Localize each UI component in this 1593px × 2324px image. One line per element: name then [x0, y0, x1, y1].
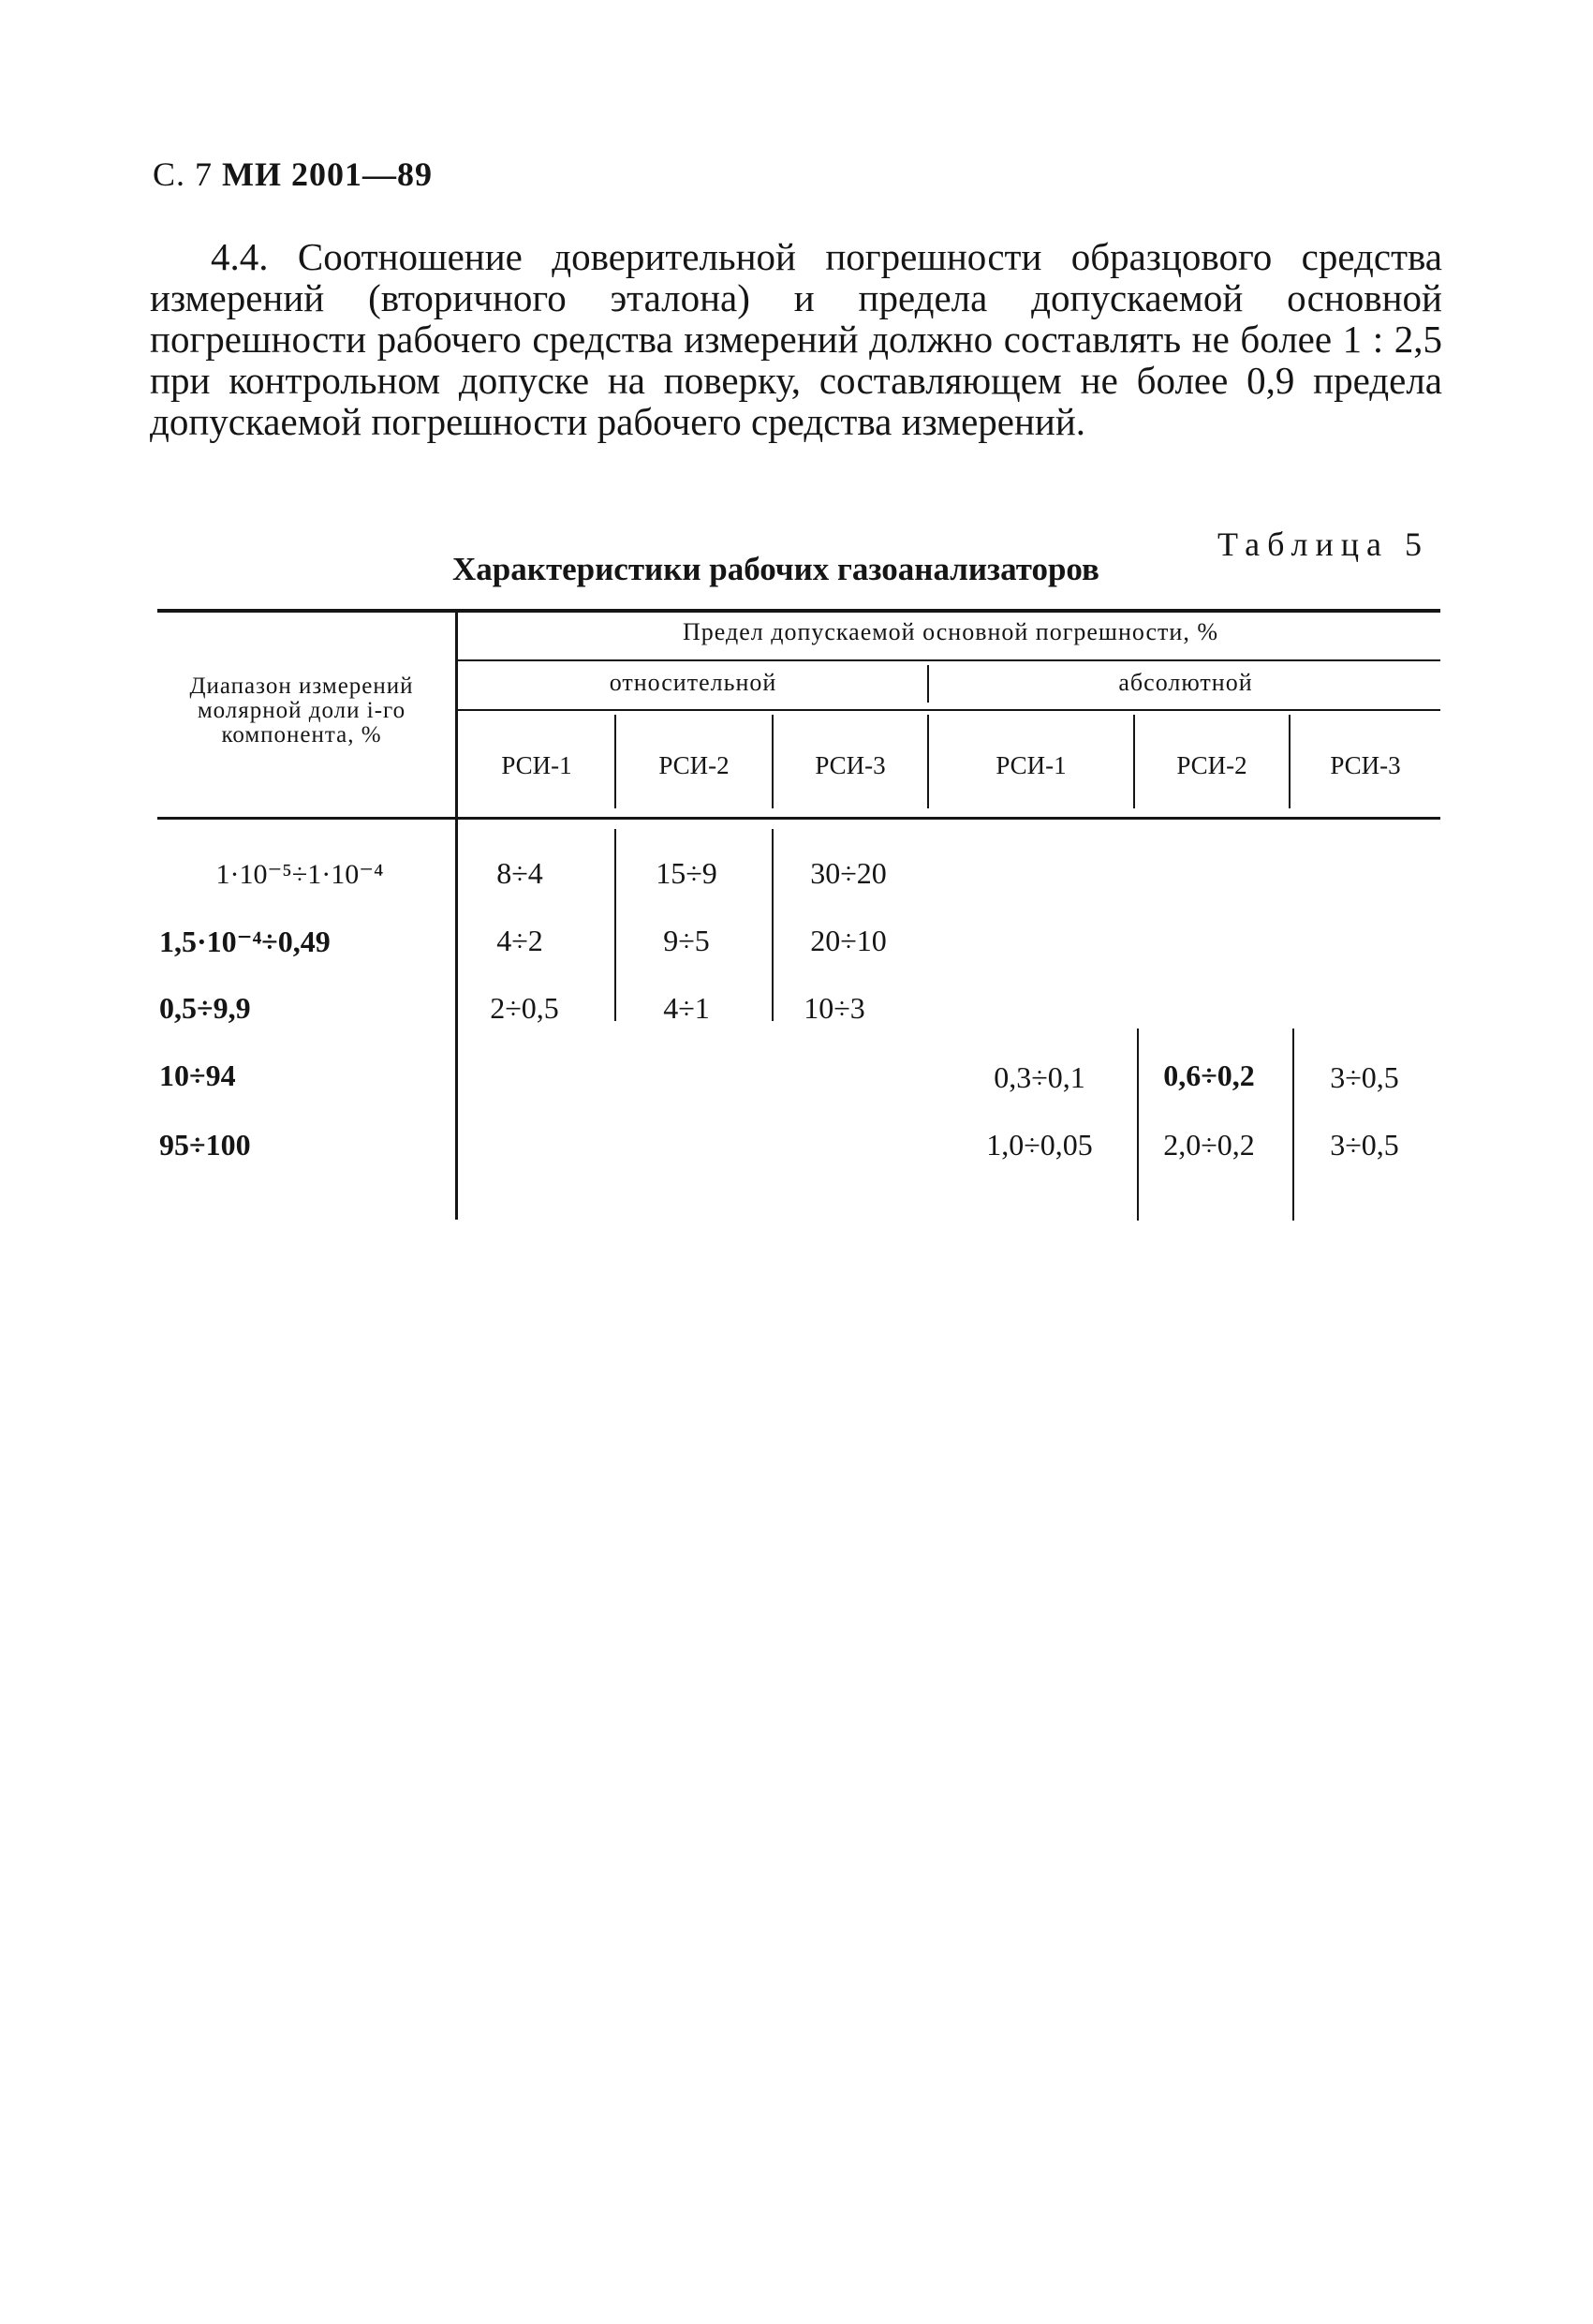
paragraph-4-4	[150, 236, 1442, 442]
table-row-4-abs-rsi-3: 3÷0,5	[1330, 1060, 1399, 1094]
table-row-2-range: 1,5·10⁻⁴÷0,49	[159, 925, 331, 958]
table-row-4-abs-rsi-2: 0,6÷0,2	[1163, 1058, 1255, 1092]
header-group-divider	[927, 665, 929, 703]
range-column-divider	[455, 613, 458, 1220]
table-row-2-rel-rsi-3: 20÷10	[810, 924, 887, 957]
paragraph-text: 4.4. Соотношение доверительной погрешности образцового средства измерений (вторичного эталона) и предела допускаемой основной погрешности рабочего средства измерений должно составлять не более 1 : 2,5 при контрольном допуске на поверку, составляющем не более 0,9 предела допускаемой погрешности рабочего средства измерений.	[150, 235, 1442, 443]
col-header-abs-rsi-1: РСИ-1	[996, 751, 1067, 779]
table-row-3-rel-rsi-2: 4÷1	[663, 991, 710, 1025]
table-row-2-rel-rsi-1: 4÷2	[496, 924, 543, 957]
table-row-3-rel-rsi-1: 2÷0,5	[490, 991, 559, 1025]
range-column-header: Диапазон измерений молярной доли i-го компонента, %	[189, 674, 414, 748]
page-number: С. 7	[153, 155, 214, 193]
header-bottom-rule	[157, 817, 1440, 820]
table-row-2-rel-rsi-2: 9÷5	[663, 924, 710, 957]
table-row-5-abs-rsi-3: 3÷0,5	[1330, 1128, 1399, 1162]
table-row-3-range: 0,5÷9,9	[159, 991, 251, 1025]
table-row-4-abs-rsi-1: 0,3÷0,1	[994, 1060, 1085, 1094]
table-row-5-range: 95÷100	[159, 1128, 251, 1162]
col-header-abs-rsi-2: РСИ-2	[1176, 751, 1247, 779]
page-header	[153, 155, 433, 194]
col-header-rel-rsi-1: РСИ-1	[501, 751, 572, 779]
body-col-divider-5	[1137, 1029, 1139, 1221]
error-limit-header: Предел допускаемой основной погрешности, %	[683, 618, 1218, 645]
table-title: Характеристики рабочих газоанализаторов	[452, 551, 1099, 587]
table-row-4-range: 10÷94	[159, 1058, 236, 1092]
table-row-5-abs-rsi-1: 1,0÷0,05	[986, 1128, 1093, 1162]
relative-group-header: относительной	[609, 669, 777, 696]
table-number: Таблица 5	[1217, 525, 1429, 563]
table-row-1-range: 1·10⁻⁵÷1·10⁻⁴	[215, 859, 384, 890]
body-col-divider-6	[1292, 1029, 1294, 1221]
table-row-5-abs-rsi-2: 2,0÷0,2	[1163, 1128, 1255, 1162]
table-title-wrap	[0, 551, 1593, 588]
header-rule-1	[457, 659, 1440, 661]
table-row-1-rel-rsi-1: 8÷4	[496, 856, 543, 890]
col-header-rel-rsi-2: РСИ-2	[658, 751, 730, 779]
col-header-abs-rsi-3: РСИ-3	[1330, 751, 1401, 779]
table-row-1-rel-rsi-2: 15÷9	[656, 856, 717, 890]
table-row-1-rel-rsi-3: 30÷20	[810, 856, 887, 890]
table-row-3-rel-rsi-3: 10÷3	[804, 991, 865, 1025]
document-code: МИ 2001—89	[222, 155, 433, 193]
header-rule-2	[457, 709, 1440, 711]
table-top-rule	[157, 609, 1440, 613]
absolute-group-header: абсолютной	[1118, 669, 1253, 696]
col-header-rel-rsi-3: РСИ-3	[815, 751, 886, 779]
